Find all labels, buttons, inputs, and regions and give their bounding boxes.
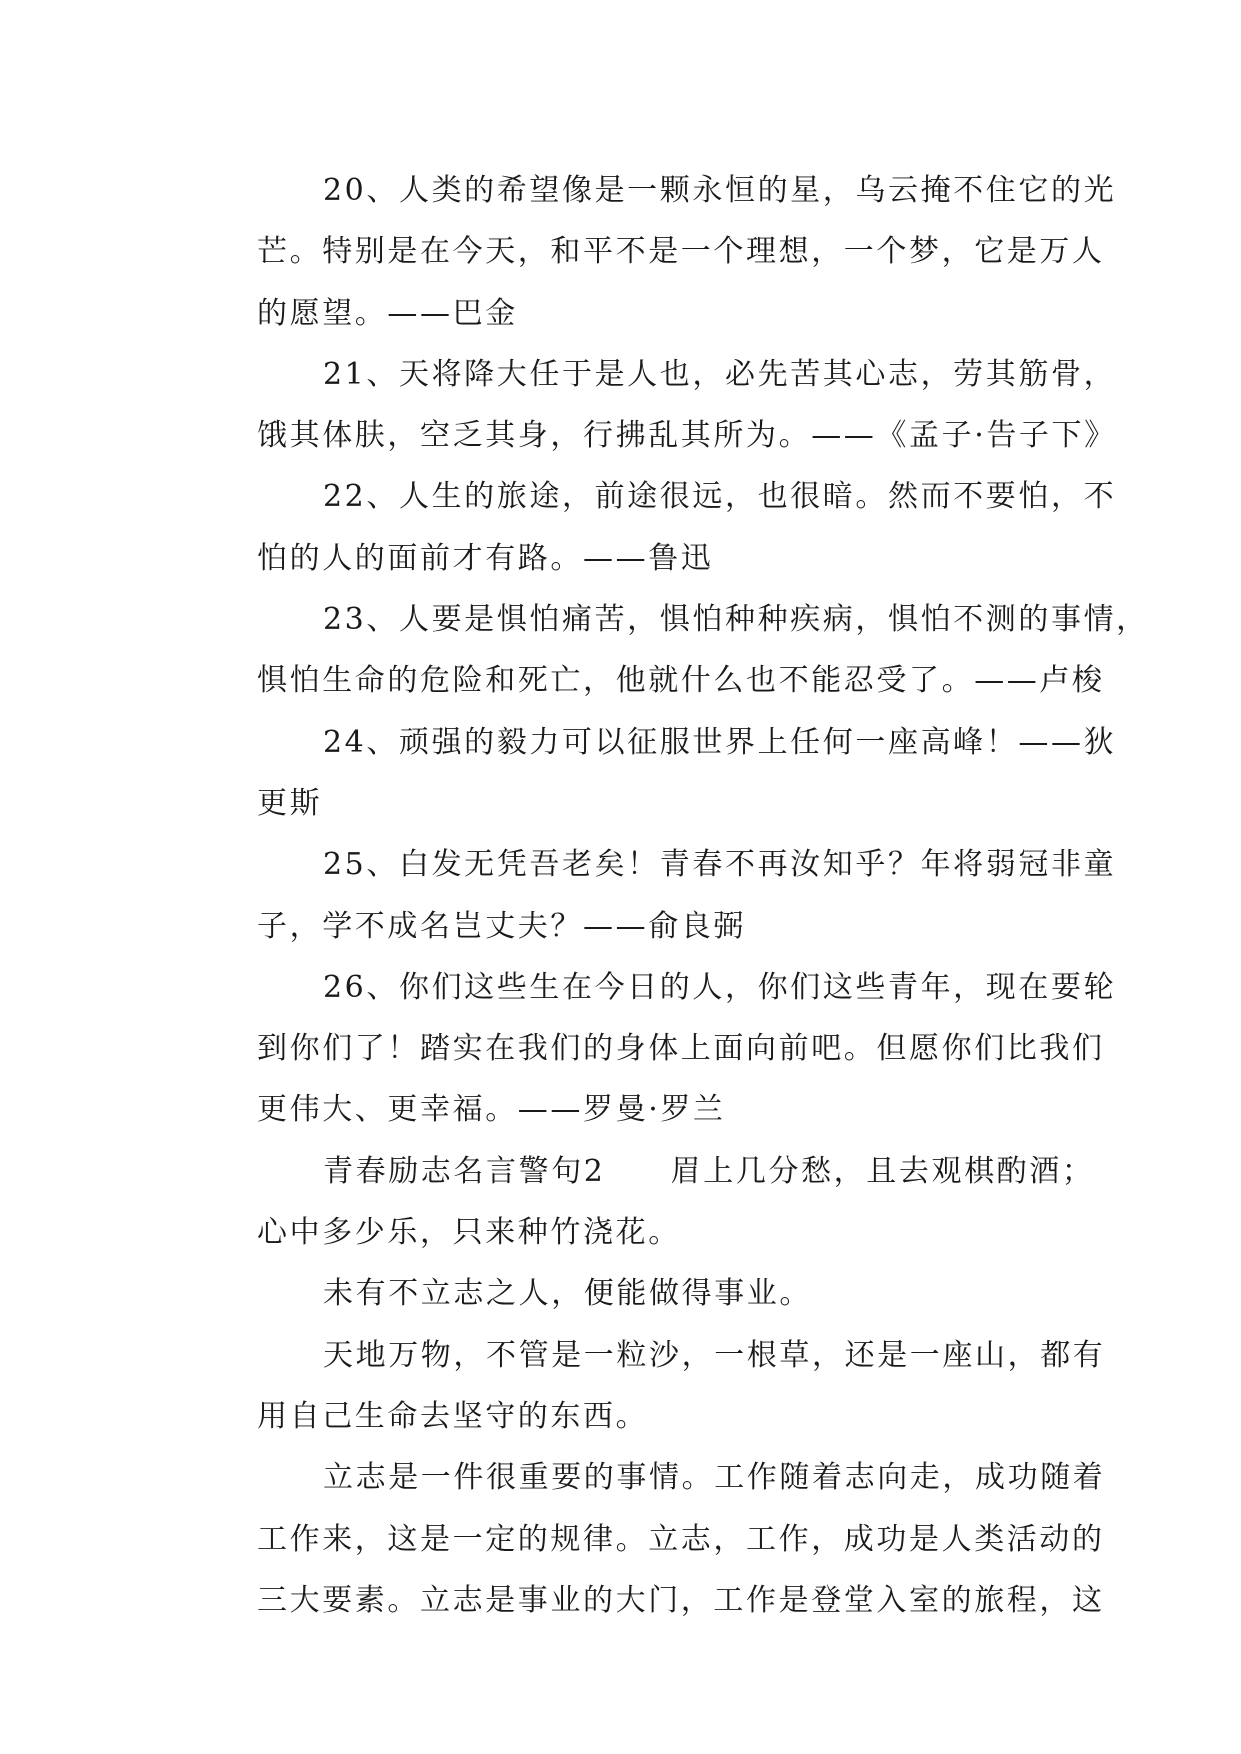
document-body [191,160,1149,1631]
text-line: 21、天将降大任于是人也，必先苦其心志，劳其筋骨， [323,356,1117,392]
quote-c [191,1447,1106,1631]
text-line: 20、人类的希望像是一颗永恒的星，乌云掩不住它的光 [323,173,1117,208]
text-line: 的愿望。——巴金 [257,295,518,331]
text-line: 用自己生命去坚守的东西。 [257,1398,649,1434]
text-line: 芒。特别是在今天，和平不是一个理想，一个梦，它是万人 [257,234,1105,270]
text-line: 天地万物，不管是一粒沙，一根草，还是一座山，都有 [323,1337,1106,1373]
text-line: 工作来，这是一定的规律。立志，工作，成功是人类活动的 [257,1521,1105,1557]
quote-25 [191,834,1117,957]
text-line: 立志是一件很重要的事情。工作随着志向走，成功随着 [323,1460,1106,1496]
text-line: 22、人生的旅途，前途很远，也很暗。然而不要怕，不 [323,479,1117,515]
text-line: 惧怕生命的危险和死亡，他就什么也不能忍受了。——卢梭 [257,663,1105,699]
text-line: 26、你们这些生在今日的人，你们这些青年，现在要轮 [323,969,1117,1005]
text-line: 24、顽强的毅力可以征服世界上任何一座高峰！——狄 [323,724,1117,760]
text-line: 子，学不成名岂丈夫？——俞良弼 [257,908,746,944]
quote-26 [191,957,1117,1141]
quote-22 [191,466,1117,589]
quote-23 [191,589,1149,712]
text-line: 饿其体肤，空乏其身，行拂乱其所为。——《孟子·告子下》 [257,418,1117,454]
quote-b [191,1325,1106,1448]
quote-a [191,1263,1053,1324]
text-line: 青春励志名言警句2 眉上几分愁，且去观棋酌酒； [323,1153,1095,1189]
quote-20 [191,160,1117,344]
text-line: 到你们了！踏实在我们的身体上面向前吧。但愿你们比我们 [257,1031,1105,1067]
section-heading-2 [191,1141,1095,1264]
text-line: 25、白发无凭吾老矣！青春不再汝知乎？年将弱冠非童 [323,847,1117,883]
quote-24 [191,712,1117,835]
text-line: 心中多少乐，只来种竹浇花。 [257,1215,681,1251]
text-line: 更伟大、更幸福。——罗曼·罗兰 [257,1092,726,1128]
text-line: 未有不立志之人，便能做得事业。 [323,1276,812,1312]
text-line: 怕的人的面前才有路。——鲁迅 [257,540,714,576]
text-line: 23、人要是惧怕痛苦，惧怕种种疾病，惧怕不测的事情， [323,602,1149,638]
quote-21 [191,344,1117,467]
text-line: 更斯 [257,785,323,821]
text-line: 三大要素。立志是事业的大门，工作是登堂入室的旅程，这 [257,1582,1105,1618]
